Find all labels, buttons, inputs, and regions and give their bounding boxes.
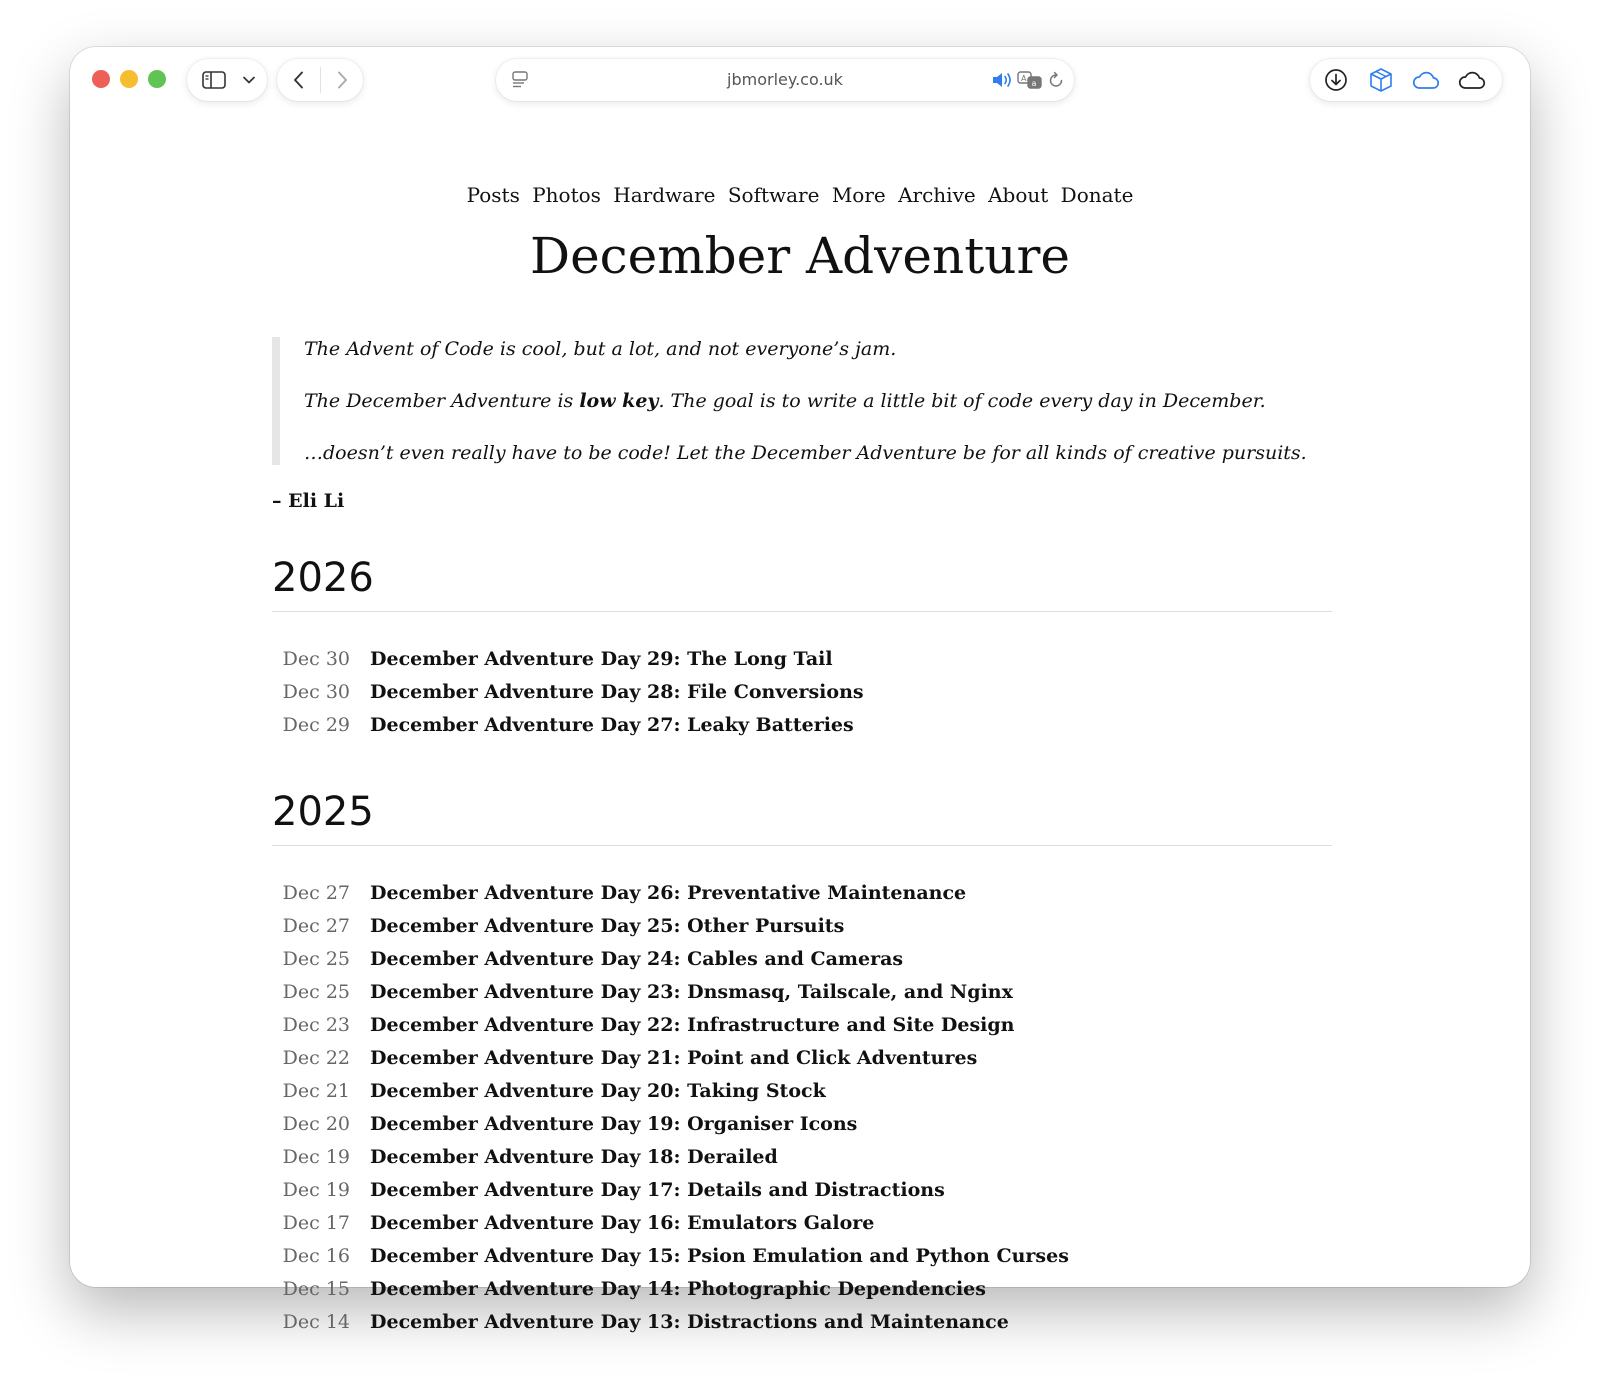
- reload-icon[interactable]: [1044, 59, 1068, 101]
- nav-about[interactable]: About: [988, 183, 1049, 207]
- post-date: Dec 27: [282, 882, 350, 904]
- post-link[interactable]: December Adventure Day 17: Details and Distractions: [370, 1179, 945, 1201]
- nav-more[interactable]: More: [831, 183, 886, 207]
- quote-attribution: – Eli Li: [272, 490, 345, 512]
- list-item: [272, 1245, 1332, 1278]
- intro-quote: [272, 337, 1332, 465]
- page-title: December Adventure: [529, 227, 1070, 285]
- cloud-icon[interactable]: [1449, 59, 1495, 101]
- post-link[interactable]: December Adventure Day 25: Other Pursuits: [370, 915, 845, 937]
- post-link[interactable]: December Adventure Day 29: The Long Tail: [370, 648, 833, 670]
- post-link[interactable]: December Adventure Day 19: Organiser Icons: [370, 1113, 858, 1135]
- browser-window: [70, 47, 1530, 1333]
- nav-photos[interactable]: Photos: [532, 183, 601, 207]
- web-page: [70, 117, 1530, 1333]
- translate-icon[interactable]: [1016, 59, 1044, 101]
- nav-posts[interactable]: Posts: [466, 183, 520, 207]
- list-item: [272, 1311, 1332, 1344]
- post-list-2026: [272, 648, 1332, 747]
- list-item: [272, 1278, 1332, 1311]
- list-item: [272, 1113, 1332, 1146]
- post-date: Dec 19: [282, 1146, 350, 1168]
- year-heading-2026: 2026: [272, 553, 1332, 612]
- download-icon[interactable]: [1313, 59, 1359, 101]
- post-list-2025: [272, 882, 1332, 1344]
- list-item: [272, 1179, 1332, 1212]
- post-link[interactable]: December Adventure Day 26: Preventative Maintenance: [370, 882, 967, 904]
- list-item: [272, 681, 1332, 714]
- nav-software[interactable]: Software: [727, 183, 820, 207]
- post-link[interactable]: December Adventure Day 22: Infrastructure and Site Design: [370, 1014, 1015, 1036]
- minimize-window-button[interactable]: [120, 70, 138, 88]
- post-date: Dec 29: [282, 714, 350, 736]
- list-item: [272, 1080, 1332, 1113]
- chevron-right-icon[interactable]: [321, 59, 363, 101]
- cube-icon[interactable]: [1359, 59, 1403, 101]
- toolbar-extensions: [1310, 59, 1502, 101]
- nav-hardware[interactable]: Hardware: [613, 183, 716, 207]
- quote-text: . The goal is to write a little bit of code every day in December.: [658, 390, 1266, 412]
- browser-toolbar: [70, 47, 1530, 117]
- chevron-left-icon[interactable]: [277, 59, 320, 101]
- post-link[interactable]: December Adventure Day 27: Leaky Batteries: [370, 714, 854, 736]
- svg-text:a: a: [1031, 79, 1037, 88]
- nav-archive[interactable]: Archive: [898, 183, 976, 207]
- list-item: [272, 882, 1332, 915]
- cloud-icon[interactable]: [1403, 59, 1449, 101]
- post-date: Dec 20: [282, 1113, 350, 1135]
- site-nav: [70, 183, 1530, 207]
- close-window-button[interactable]: [92, 70, 110, 88]
- speaker-icon[interactable]: [990, 59, 1014, 101]
- post-date: Dec 22: [282, 1047, 350, 1069]
- post-link[interactable]: December Adventure Day 21: Point and Click Adventures: [370, 1047, 978, 1069]
- year-heading-2025: 2025: [272, 787, 1332, 846]
- post-link[interactable]: December Adventure Day 15: Psion Emulation and Python Curses: [370, 1245, 1069, 1267]
- list-item: [272, 648, 1332, 681]
- post-link[interactable]: December Adventure Day 23: Dnsmasq, Tailscale, and Nginx: [370, 981, 1013, 1003]
- list-item: [272, 1212, 1332, 1245]
- list-item: [272, 1047, 1332, 1080]
- post-link[interactable]: December Adventure Day 24: Cables and Cameras: [370, 948, 904, 970]
- list-item: [272, 981, 1332, 1014]
- svg-text:A: A: [1021, 74, 1027, 83]
- post-link[interactable]: December Adventure Day 28: File Conversions: [370, 681, 864, 703]
- sidebar-control: [187, 59, 267, 101]
- post-link[interactable]: December Adventure Day 14: Photographic Dependencies: [370, 1278, 986, 1300]
- post-date: Dec 27: [282, 915, 350, 937]
- list-item: [272, 714, 1332, 747]
- post-link[interactable]: December Adventure Day 16: Emulators Galore: [370, 1212, 875, 1234]
- post-link[interactable]: December Adventure Day 13: Distractions and Maintenance: [370, 1311, 1009, 1333]
- post-date: Dec 30: [282, 648, 350, 670]
- post-date: Dec 23: [282, 1014, 350, 1036]
- quote-line: …doesn’t even really have to be code! Let the December Adventure be for all kinds of creative pursuits.: [304, 442, 1307, 464]
- post-date: Dec 21: [282, 1080, 350, 1102]
- page-content: [272, 337, 1332, 1344]
- list-item: [272, 1146, 1332, 1179]
- post-date: Dec 15: [282, 1278, 350, 1300]
- address-bar[interactable]: [496, 59, 1074, 101]
- quote-text: The December Adventure is: [304, 390, 580, 412]
- post-link[interactable]: December Adventure Day 20: Taking Stock: [370, 1080, 826, 1102]
- post-date: Dec 14: [282, 1311, 350, 1333]
- post-date: Dec 25: [282, 948, 350, 970]
- post-date: Dec 30: [282, 681, 350, 703]
- address-url[interactable]: jbmorley.co.uk: [727, 70, 843, 89]
- post-link[interactable]: December Adventure Day 18: Derailed: [370, 1146, 778, 1168]
- list-item: [272, 948, 1332, 981]
- list-item: [272, 1014, 1332, 1047]
- chevron-down-icon[interactable]: [237, 59, 261, 101]
- list-item: [272, 915, 1332, 948]
- post-date: Dec 17: [282, 1212, 350, 1234]
- nav-donate[interactable]: Donate: [1060, 183, 1134, 207]
- quote-line: [304, 389, 1332, 413]
- quote-emphasis: low key: [579, 390, 659, 412]
- history-navigation: [277, 59, 363, 101]
- post-date: Dec 25: [282, 981, 350, 1003]
- post-date: Dec 16: [282, 1245, 350, 1267]
- zoom-window-button[interactable]: [148, 70, 166, 88]
- post-date: Dec 19: [282, 1179, 350, 1201]
- sidebar-icon[interactable]: [191, 59, 237, 101]
- quote-line: The Advent of Code is cool, but a lot, and not everyone’s jam.: [304, 338, 897, 360]
